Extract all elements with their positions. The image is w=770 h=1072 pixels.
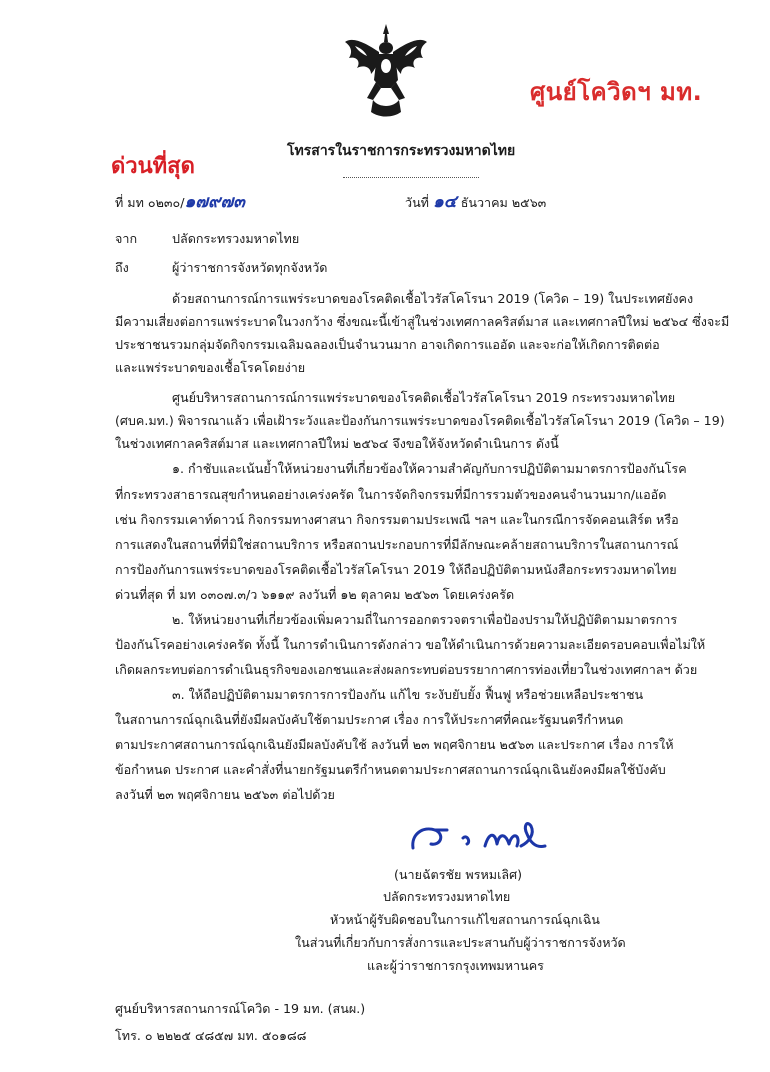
- garuda-emblem-icon: [343, 22, 429, 120]
- list-item-line: เช่น กิจกรรมเคาท์ดาวน์ กิจกรรมทางศาสนา กิจกรรมตามประเพณี ฯลฯ และในกรณีการจัดคอนเสิร์ต หรือ: [115, 512, 679, 527]
- paragraph-line: (ศบค.มท.) พิจารณาแล้ว เพื่อเฝ้าระวังและป้องกันการแพร่ระบาดของโรคติดเชื้อไวรัสโคโรนา 2019 (โควิด – 19): [115, 413, 725, 428]
- list-item-line: เกิดผลกระทบต่อการดำเนินธุรกิจของเอกชนและส่งผลกระทบต่อบรรยากาศการท่องเที่ยวในช่วงเทศกาลฯ ด้วย: [115, 662, 698, 677]
- date-prefix: วันที่: [405, 195, 429, 210]
- reference-number: [115, 193, 245, 212]
- list-item-line: ๓. ให้ถือปฏิบัติตามมาตรการการป้องกัน แก้ไข ระงับยับยั้ง ฟื้นฟู หรือช่วยเหลือประชาชน: [172, 687, 644, 702]
- list-item-line: ตามประกาศสถานการณ์ฉุกเฉินยังมีผลบังคับใช้ ลงวันที่ ๒๓ พฤศจิกายน ๒๕๖๓ และประกาศ เรื่อง การให้: [115, 737, 674, 752]
- reference-handwritten-number: ๑๗๙๗๓: [184, 192, 245, 212]
- paragraph-line: มีความเสี่ยงต่อการแพร่ระบาดในวงกว้าง ซึ่งขณะนี้เข้าสู่ในช่วงเทศกาลคริสต์มาส และเทศกาลปีใหม่ ๒๕๖๔ ซึ่งจะมี: [115, 314, 730, 329]
- paragraph-line: ประชาชนรวมกลุ่มจัดกิจกรรมเฉลิมฉลองเป็นจำนวนมาก อาจเกิดการแออัด และจะก่อให้เกิดการติดต่อ: [115, 337, 660, 352]
- list-item-line: การแสดงในสถานที่ที่มิใช่สถานบริการ หรือสถานประกอบการที่มีลักษณะคล้ายสถานบริการในสถานการณ์: [115, 537, 679, 552]
- signatory-name: (นายฉัตรชัย พรหมเลิศ): [394, 867, 523, 882]
- date-month-year: ธันวาคม ๒๕๖๓: [460, 195, 547, 210]
- signatory-position: ปลัดกระทรวงมหาดไทย: [383, 889, 511, 904]
- document-type-title: โทรสารในราชการกระทรวงมหาดไทย: [287, 143, 516, 159]
- list-item-line: ด่วนที่สุด ที่ มท ๐๓๐๗.๓/ว ๖๑๑๙ ลงวันที่ ๑๒ ตุลาคม ๒๕๖๓ โดยเคร่งครัด: [115, 587, 515, 602]
- paragraph-line: ในช่วงเทศกาลคริสต์มาส และเทศกาลปีใหม่ ๒๕๖๔ จึงขอให้จังหวัดดำเนินการ ดังนี้: [115, 436, 559, 451]
- list-item-line: ๑. กำชับและเน้นย้ำให้หน่วยงานที่เกี่ยวข้องให้ความสำคัญกับการปฏิบัติตามมาตรการป้องกันโรค: [172, 461, 687, 476]
- paragraph-line: และแพร่ระบาดของเชื้อโรคโดยง่าย: [115, 360, 306, 375]
- to-value: ผู้ว่าราชการจังหวัดทุกจังหวัด: [172, 260, 328, 275]
- list-item-line: ข้อกำหนด ประกาศ และคำสั่งที่นายกรัฐมนตรีกำหนดตามประกาศสถานการณ์ฉุกเฉินยังคงมีผลใช้บังคับ: [115, 762, 666, 777]
- list-item-line: ในสถานการณ์ฉุกเฉินที่ยังมีผลบังคับใช้ตามประกาศ เรื่อง การให้ประกาศที่คณะรัฐมนตรีกำหนด: [115, 712, 624, 727]
- list-item-line: การป้องกันการแพร่ระบาดของโรคติดเชื้อไวรัสโคโรนา 2019 ให้ถือปฏิบัติตามหนังสือกระทรวงมหาดไทย: [115, 562, 677, 577]
- paragraph-line: ศูนย์บริหารสถานการณ์การแพร่ระบาดของโรคติดเชื้อไวรัสโคโรนา 2019 กระทรวงมหาดไทย: [172, 390, 676, 405]
- signatory-position: ในส่วนที่เกี่ยวกับการสั่งการและประสานกับผู้ว่าราชการจังหวัด: [295, 935, 626, 950]
- list-item-line: ป้องกันโรคอย่างเคร่งครัด ทั้งนี้ ในการดำเนินการดังกล่าว ขอให้ดำเนินการด้วยความละเอียดรอบคอบเพื่อไม่ให้: [115, 637, 706, 652]
- date-day-handwritten: ๑๔: [433, 192, 457, 212]
- list-item-line: ๒. ให้หน่วยงานที่เกี่ยวข้องเพิ่มความถี่ในการออกตรวจตราเพื่อป้องปรามให้ปฏิบัติตามมาตรการ: [172, 612, 678, 627]
- signatory-position: หัวหน้าผู้รับผิดชอบในการแก้ไขสถานการณ์ฉุกเฉิน: [330, 912, 600, 927]
- from-label: จาก: [115, 231, 138, 246]
- covid-center-stamp: ศูนย์โควิดฯ มท.: [530, 78, 703, 106]
- from-value: ปลัดกระทรวงมหาดไทย: [172, 231, 300, 246]
- urgency-label: ด่วนที่สุด: [111, 154, 195, 179]
- list-item-line: ที่กระทรวงสาธารณสุขกำหนดอย่างเคร่งครัด ในการจัดกิจกรรมที่มีการรวมตัวของคนจำนวนมาก/แออัด: [115, 487, 667, 502]
- reference-prefix: ที่ มท ๐๒๓๐/: [115, 195, 185, 210]
- signatory-position: และผู้ว่าราชการกรุงเทพมหานคร: [367, 958, 544, 973]
- footer-phone: โทร. ๐ ๒๒๒๕ ๔๘๕๗ มท. ๕๐๑๘๘: [115, 1028, 307, 1043]
- to-label: ถึง: [115, 260, 129, 275]
- list-item-line: ลงวันที่ ๒๓ พฤศจิกายน ๒๕๖๓ ต่อไปด้วย: [115, 787, 335, 802]
- title-dotted-line: [343, 177, 479, 178]
- signature: [405, 812, 555, 862]
- document-date: [405, 193, 546, 212]
- footer-office: ศูนย์บริหารสถานการณ์โควิด - 19 มท. (สนผ.): [115, 1001, 366, 1016]
- paragraph-line: ด้วยสถานการณ์การแพร่ระบาดของโรคติดเชื้อไวรัสโคโรนา 2019 (โควิด – 19) ในประเทศยังคง: [172, 291, 694, 306]
